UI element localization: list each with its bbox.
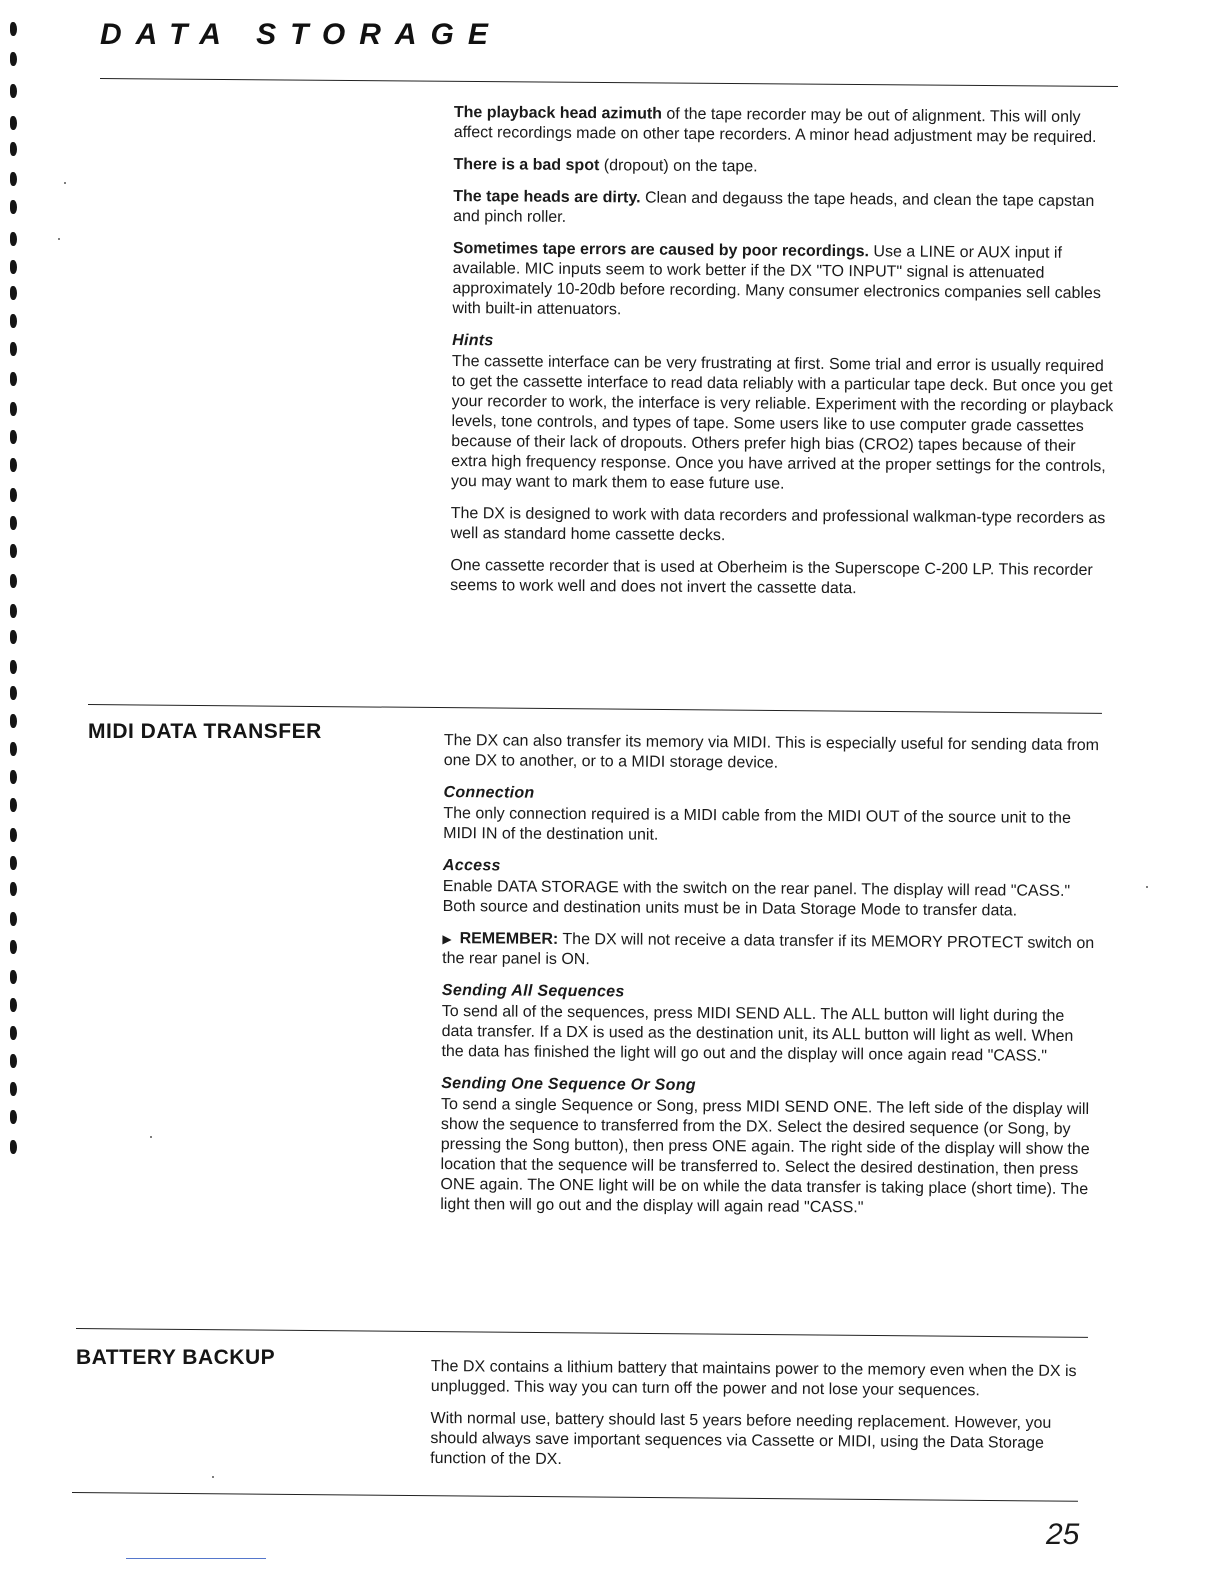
- battery-para-2: With normal use, battery should last 5 years before needing replacement. However, you should always save important sequences via Cassette or MIDI, using the Data Storage function of the DX.: [430, 1409, 1052, 1469]
- battery-section-rule: [76, 1328, 1088, 1338]
- midi-transfer-body: [440, 731, 1102, 1232]
- stray-mark: [212, 1476, 214, 1478]
- list-item: The playback head azimuth of the tape recorder may be out of alignment. This will only affect recordings made on other tape recorders. A minor head adjustment may be required.: [453, 103, 1097, 147]
- access-text: Enable DATA STORAGE with the switch on the rear panel. The display will read "CASS." Both source and destination units must be in Data Storage Mode to transfer data.: [442, 877, 1071, 920]
- stray-mark: [1146, 886, 1148, 888]
- midi-section-rule: [88, 704, 1102, 714]
- binding-marks: [10, 22, 28, 1162]
- connection-text: The only connection required is a MIDI cable from the MIDI OUT of the source unit to the MIDI IN of the destination unit.: [443, 804, 1071, 844]
- midi-intro: The DX can also transfer its memory via MIDI. This is especially useful for sending data from one DX to another, or to a MIDI storage device.: [443, 731, 1100, 772]
- list-item: There is a bad spot (dropout) on the tape.: [453, 155, 758, 176]
- hints-text: The cassette interface can be very frustrating at first. Some trial and error is usually required to get the cassette interface to read data reliably with a particular tape deck. But once you get your recorder to work, the interface is very reliable. Experiment with the recording or playback levels, tone controls, and types of tape. Some users like to use computer grade cassettes because of their lack of dropouts. Others prefer high bias (CRO2) tapes because of their extra high frequency response. Once you have arrived at the proper settings for the controls, you may want to mark them to ease future use.: [450, 352, 1114, 493]
- send-one-heading: Sending One Sequence Or Song: [441, 1074, 696, 1094]
- list-item: Sometimes tape errors are caused by poor recordings. Use a LINE or AUX input if available. MIC inputs seem to work better if the DX "TO INPUT" signal is attenuated approximately 10-20db before recording. Many consumer electronics companies sell cables with built-in attenuators.: [452, 239, 1101, 319]
- footer-rule: [72, 1492, 1078, 1502]
- page-number: 25: [1046, 1518, 1080, 1551]
- battery-para-1: The DX contains a lithium battery that maintains power to the memory even when the DX is unplugged. This way you can turn off the power and not lose your sequences.: [430, 1358, 1077, 1400]
- header-rule: [100, 78, 1118, 87]
- hints-heading: Hints: [452, 331, 494, 350]
- send-all-heading: Sending All Sequences: [441, 981, 625, 1001]
- send-one-text: To send a single Sequence or Song, press MIDI SEND ONE. The left side of the display will show the sequence to transferred from the DX. Select the desired sequence (or Song, by pressing the Song button), then press ONE again. The right side of the display will show the location that the sequence will be transferred to. Select the desired destination, then press ONE again. The ONE light will be on while the data transfer is taking place (short time). The light then will go out and the display will again read "CASS.": [440, 1095, 1090, 1217]
- stray-mark: [150, 1136, 152, 1138]
- access-heading: Access: [442, 856, 501, 875]
- midi-transfer-heading: MIDI DATA TRANSFER: [88, 720, 322, 743]
- battery-backup-heading: BATTERY BACKUP: [76, 1346, 276, 1369]
- running-head: DATA STORAGE: [100, 18, 502, 51]
- list-item: The tape heads are dirty. Clean and degauss the tape heads, and clean the tape capstan and pinch roller.: [453, 187, 1095, 226]
- designed-text: The DX is designed to work with data recorders and professional walkman-type recorders as well as standard home cassette decks.: [450, 504, 1106, 545]
- arrow-right-icon: ▶: [442, 931, 452, 947]
- footer-mark: [126, 1558, 266, 1559]
- remember-note: ▶ REMEMBER: The DX will not receive a data transfer if its MEMORY PROTECT switch on the rear panel is ON.: [442, 930, 1095, 969]
- oberheim-text: One cassette recorder that is used at Oberheim is the Superscope C-200 LP. This recorder seems to work well and does not invert the cassette data.: [450, 556, 1093, 598]
- stray-mark: [58, 238, 60, 240]
- connection-heading: Connection: [443, 783, 535, 802]
- tape-troubleshooting: [450, 103, 1116, 613]
- battery-backup-body: [430, 1357, 1089, 1486]
- send-all-text: To send all of the sequences, press MIDI SEND ALL. The ALL button will light during the data transfer. If a DX is used as the destination unit, its ALL button will light as well. When the data has finished the light will go out and the display will once again read "CASS.": [441, 1002, 1074, 1065]
- stray-mark: [64, 182, 66, 184]
